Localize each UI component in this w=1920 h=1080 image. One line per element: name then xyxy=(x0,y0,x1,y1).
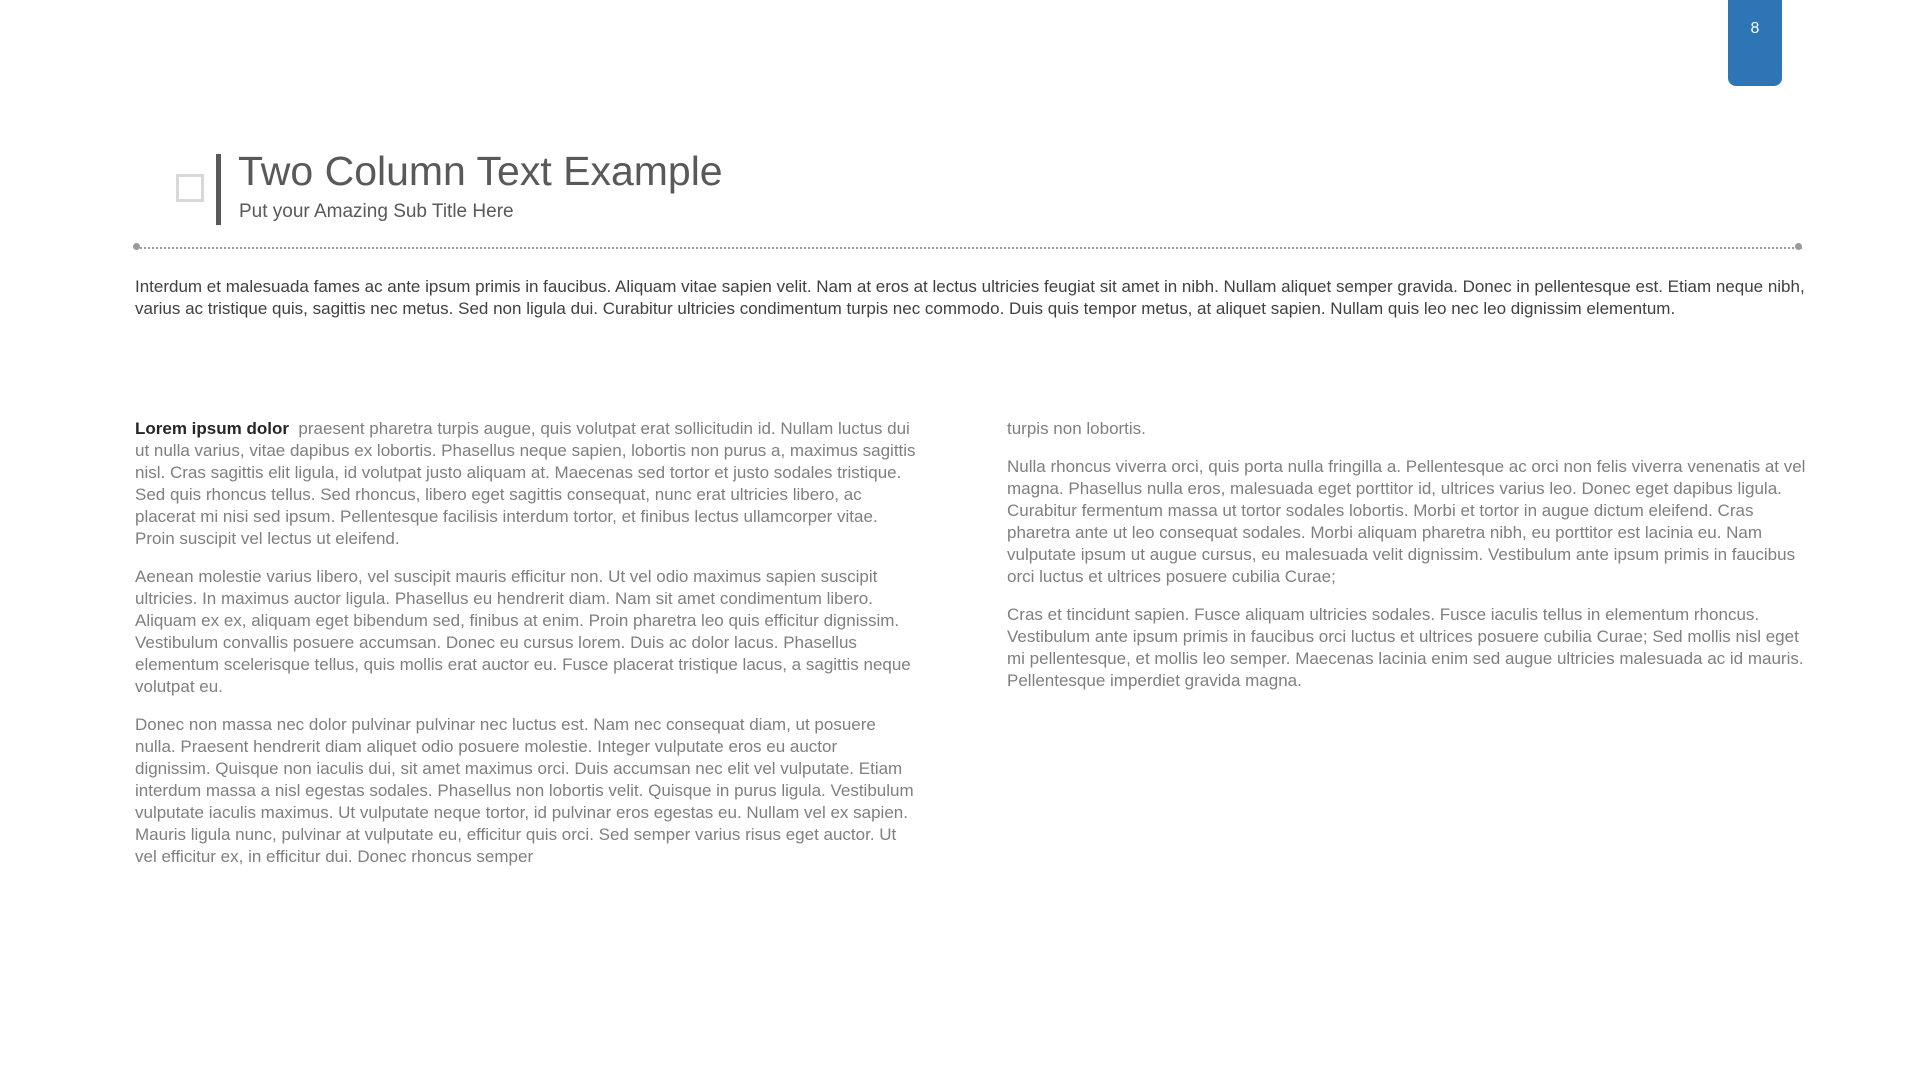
right-paragraph-1: turpis non lobortis. xyxy=(1007,419,1146,438)
title-accent-bar xyxy=(216,154,221,225)
right-paragraph-2: Nulla rhoncus viverra orci, quis porta nulla fringilla a. Pellentesque ac orci non felis viverra venenatis at vel magna. Phasellus nulla eros, malesuada eget porttitor id, ultrices varius leo. Donec eget dapibus ligula. Curabitur fermentum massa ut tortor sodales lobortis. Morbi et tortor in augue dictum eleifend. Cras pharetra ante ut leo consequat sodales. Morbi aliquam pharetra nibh, eu porttitor est lacinia eu. Nam vulputate ipsum ut augue cursus, eu malesuada velit dignissim. Vestibulum ante ipsum primis in faucibus orci luctus et ultrices posuere cubilia Curae; xyxy=(1007,457,1806,586)
slide-title: Two Column Text Example xyxy=(238,148,723,194)
title-square-icon xyxy=(176,174,204,202)
left-paragraph-1 xyxy=(135,418,917,550)
page-number-tab xyxy=(1728,0,1782,86)
intro-paragraph: Interdum et malesuada fames ac ante ipsum primis in faucibus. Aliquam vitae sapien velit. Nam at eros at lectus ultricies feugiat sit amet in nibh. Nullam aliquet semper gravida. Donec in pellentesque est. Etiam neque nibh, varius ac tristique quis, sagittis nec metus. Sed non ligula dui. Curabitur ultricies condimentum turpis nec commodo. Duis quis tempor metus, at aliquet sapien. Nullam quis leo nec leo dignissim elementum. xyxy=(135,277,1805,318)
header-divider xyxy=(136,247,1802,249)
left-paragraph-1-text: praesent pharetra turpis augue, quis volutpat erat sollicitudin id. Nullam luctus dui ut nulla varius, vitae dapibus ex lobortis. Phasellus neque sapien, lobortis non purus a, maximus sagittis nisl. Cras sagittis elit ligula, id volutpat justo aliquam at. Maecenas sed tortor et justo sodales tristique. Sed quis rhoncus tellus. Sed rhoncus, libero eget sagittis consequat, nunc erat ultricies libero, ac placerat mi nisi sed ipsum. Pellentesque facilisis interdum tortor, et finibus lectus ullamcorper vitae. Proin suscipit vel lectus ut eleifend. xyxy=(135,419,916,548)
left-paragraph-3: Donec non massa nec dolor pulvinar pulvinar nec luctus est. Nam nec consequat diam, ut posuere nulla. Praesent hendrerit diam aliquet odio posuere molestie. Integer vulputate eros eu auctor dignissim. Quisque non iaculis dui, sit amet maximus orci. Duis accumsan nec elit vel vulputate. Etiam interdum massa a nisl egestas sodales. Phasellus non lobortis velit. Quisque in purus ligula. Vestibulum vulputate iaculis maximus. Ut vulputate neque tortor, id pulvinar eros egestas eu. Nullam vel ex sapien. Mauris ligula nunc, pulvinar at vulputate eu, efficitur quis orci. Sed semper varius risus eget auctor. Ut vel efficitur ex, in efficitur dui. Donec rhoncus semper xyxy=(135,715,914,866)
right-column xyxy=(1007,418,1807,708)
divider-dot-right xyxy=(1795,243,1802,250)
right-paragraph-3: Cras et tincidunt sapien. Fusce aliquam ultricies sodales. Fusce iaculis tellus in elementum rhoncus. Vestibulum ante ipsum primis in faucibus orci luctus et ultrices posuere cubilia Curae; Sed mollis nisl eget mi pellentesque, et mollis leo semper. Maecenas lacinia enim sed augue ultricies malesuada ac id mauris. Pellentesque imperdiet gravida magna. xyxy=(1007,605,1804,690)
divider-dot-left xyxy=(133,243,140,250)
left-paragraph-2: Aenean molestie varius libero, vel suscipit mauris efficitur non. Ut vel odio maximus sapien suscipit ultricies. In maximus auctor ligula. Phasellus eu hendrerit diam. Nam sit amet condimentum libero. Aliquam ex ex, aliquam eget bibendum sed, finibus at enim. Proin pharetra leo quis efficitur dignissim. Vestibulum convallis posuere accumsan. Donec eu cursus lorem. Duis ac dolor lacus. Phasellus elementum scelerisque tellus, quis mollis erat auctor eu. Fusce placerat tristique lacus, a sagittis neque volutpat eu. xyxy=(135,567,911,696)
slide-subtitle: Put your Amazing Sub Title Here xyxy=(239,201,514,222)
left-column xyxy=(135,418,917,884)
lead-in-text: Lorem ipsum dolor xyxy=(135,419,289,438)
page-number: 8 xyxy=(1750,20,1760,37)
